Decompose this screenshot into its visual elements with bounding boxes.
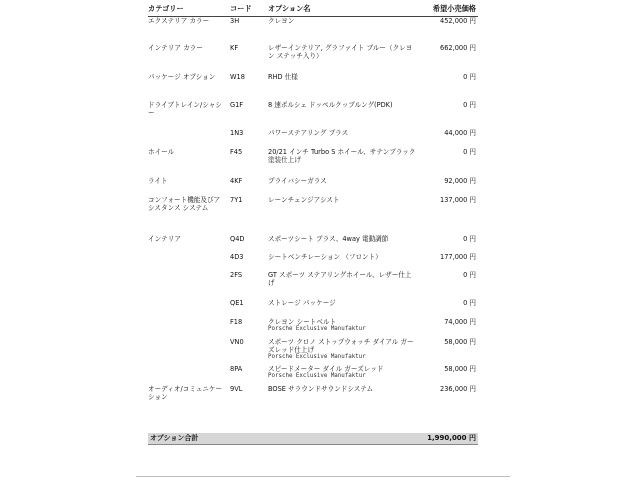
row-category: ライト	[148, 177, 168, 185]
row-price: 0 円	[463, 299, 476, 307]
bottom-divider	[136, 476, 510, 477]
row-option	[268, 17, 416, 25]
row-price: 58,000 円	[444, 365, 476, 373]
row-option-name: スピードメーター ダイル ガーズレッド	[268, 365, 384, 373]
row-code: 1N3	[230, 129, 244, 137]
row-option-name: RHD 仕様	[268, 73, 298, 81]
row-code: KF	[230, 44, 239, 52]
header-category: カテゴリー	[148, 4, 184, 13]
row-code: 4KF	[230, 177, 243, 185]
row-option-name: ストレージ パッケージ	[268, 299, 336, 307]
row-price: 0 円	[463, 271, 476, 279]
row-option	[268, 271, 416, 287]
row-code: QE1	[230, 299, 244, 307]
row-option	[268, 253, 416, 261]
row-price: 92,000 円	[444, 177, 476, 185]
total-label: オプション合計	[150, 434, 199, 442]
table-header	[148, 4, 478, 17]
row-option-name: レザーインテリア, グラファイト ブルー（クレヨン ステッチ入り）	[268, 44, 413, 61]
row-category: インテリア	[148, 235, 181, 243]
row-code: G1F	[230, 101, 244, 109]
row-price: 44,000 円	[444, 129, 476, 137]
row-option	[268, 299, 416, 307]
row-price: 177,000 円	[440, 253, 476, 261]
row-price: 58,000 円	[444, 338, 476, 346]
row-code: 9VL	[230, 385, 243, 393]
row-price: 0 円	[463, 148, 476, 156]
row-price: 74,000 円	[444, 318, 476, 326]
header-price: 希望小売価格	[432, 4, 476, 13]
row-option	[268, 177, 416, 185]
row-option-maker: Porsche Exclusive Manufaktur	[268, 326, 366, 333]
row-category: ホイール	[148, 148, 175, 156]
row-price: 0 円	[463, 73, 476, 81]
row-code: 3H	[230, 17, 240, 25]
row-option	[268, 73, 416, 81]
row-price: 236,000 円	[440, 385, 476, 393]
row-code: VN0	[230, 338, 244, 346]
row-option-name: シートベンチレーション （フロント）	[268, 253, 382, 261]
row-option	[268, 101, 416, 109]
row-option	[268, 338, 416, 361]
row-option-name: GT スポーツ ステアリングホイール、レザー仕上げ	[268, 271, 412, 288]
row-code: 4D3	[230, 253, 244, 261]
row-option-name: スポーツシート プラス、4way 電動調節	[268, 235, 389, 243]
row-option-name: 8 速ポルシェ ドッペルクップルング(PDK)	[268, 101, 393, 109]
row-option	[268, 365, 416, 380]
row-price: 137,000 円	[440, 196, 476, 204]
header-code: コード	[230, 4, 252, 13]
row-category: エクステリア カラー	[148, 17, 210, 25]
row-option-name: スポーツ クロノ ストップウォッチ ダイアル ガーズレッド仕上げ	[268, 338, 414, 355]
row-option-name: 20/21 インチ Turbo S ホイール、サテンブラック塗装仕上げ	[268, 148, 416, 165]
row-option	[268, 235, 416, 243]
header-option: オプション名	[268, 4, 311, 13]
row-option-name: パワーステアリング プラス	[268, 129, 349, 137]
row-option-name: プライバシーガラス	[268, 177, 327, 185]
row-option	[268, 44, 416, 60]
row-option	[268, 129, 416, 137]
row-price: 662,000 円	[440, 44, 476, 52]
row-option	[268, 148, 416, 164]
option-sheet	[148, 0, 478, 480]
row-code: F18	[230, 318, 243, 326]
row-code: W18	[230, 73, 245, 81]
row-price: 0 円	[463, 235, 476, 243]
row-option	[268, 318, 416, 333]
row-option-name: クレヨン	[268, 17, 295, 25]
row-code: 7Y1	[230, 196, 243, 204]
row-category: パッケージ オプション	[148, 73, 216, 81]
row-code: F45	[230, 148, 243, 156]
row-code: 8PA	[230, 365, 243, 373]
row-option-name: レーンチェンジアシスト	[268, 196, 340, 204]
row-category: オーディオ/コミュニケーション	[148, 385, 223, 402]
row-price: 452,000 円	[440, 17, 476, 25]
total-price: 1,990,000 円	[427, 434, 476, 442]
row-code: Q4D	[230, 235, 245, 243]
row-code: 2FS	[230, 271, 243, 279]
row-price: 0 円	[463, 101, 476, 109]
row-option	[268, 385, 416, 393]
row-option-name: BOSE サラウンドサウンドシステム	[268, 385, 374, 393]
total-row	[148, 433, 478, 445]
row-category: インテリア カラー	[148, 44, 203, 52]
row-option-maker: Porsche Exclusive Manufaktur	[268, 373, 366, 380]
row-option	[268, 196, 416, 204]
row-option-maker: Porsche Exclusive Manufaktur	[268, 354, 366, 361]
row-option-name: クレヨン シートベルト	[268, 318, 337, 326]
row-category: コンフォート機能及びアシスタンス システム	[148, 196, 221, 213]
row-category: ドライブトレイン/シャシー	[148, 101, 222, 118]
